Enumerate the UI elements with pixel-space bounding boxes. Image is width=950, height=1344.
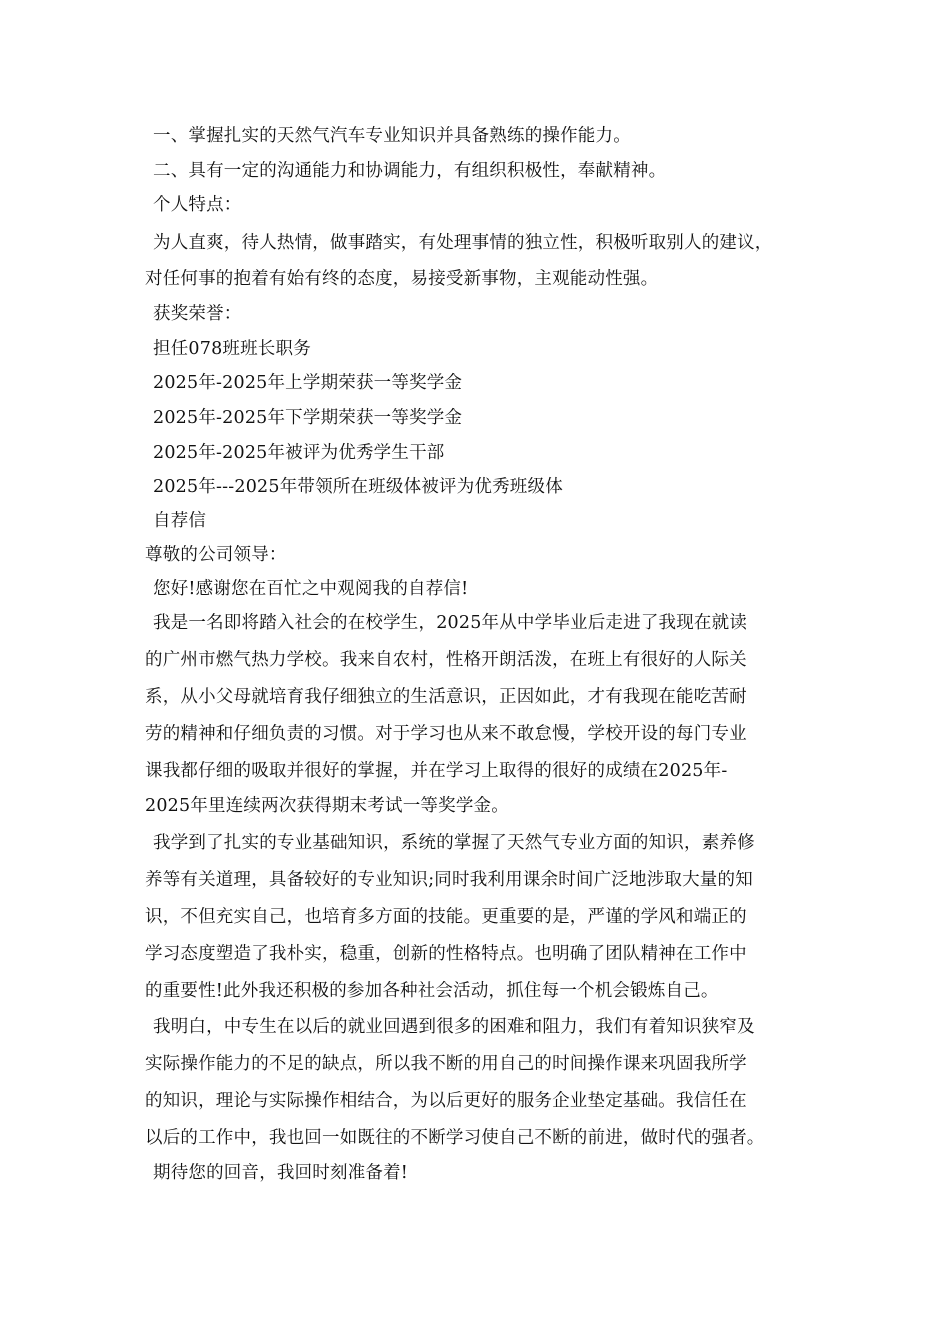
ability-line-1: 一、掌握扎实的天然气汽车专业知识并具备熟练的操作能力。 (153, 126, 631, 146)
traits-line-2: 对任何事的抱着有始有终的态度，易接受新事物，主观能动性强。 (145, 269, 659, 289)
letter-title: 自荐信 (153, 511, 207, 531)
award-item-4: 2025年-2025年被评为优秀学生干部 (153, 443, 445, 463)
paragraph3-line-4: 以后的工作中，我也回一如既往的不断学习使自己不断的前进，做时代的强者。 (145, 1128, 765, 1148)
paragraph2-line-3: 识，不但充实自己，也培育多方面的技能。更重要的是，严谨的学风和端正的 (145, 907, 747, 927)
paragraph3-line-1: 我明白，中专生在以后的就业回遇到很多的困难和阻力，我们有着知识狭窄及 (153, 1017, 755, 1037)
award-item-5: 2025年---2025年带领所在班级体被评为优秀班级体 (153, 477, 563, 497)
awards-heading: 获奖荣誉： (153, 304, 242, 324)
paragraph1-line-1: 我是一名即将踏入社会的在校学生，2025年从中学毕业后走进了我现在就读 (153, 613, 748, 633)
paragraph2-line-1: 我学到了扎实的专业基础知识，系统的掌握了天然气专业方面的知识，素养修 (153, 833, 755, 853)
paragraph1-line-3: 系，从小父母就培育我仔细独立的生活意识，正因如此，才有我现在能吃苦耐 (145, 687, 747, 707)
paragraph3-line-2: 实际操作能力的不足的缺点，所以我不断的用自己的时间操作课来巩固我所学 (145, 1054, 747, 1074)
paragraph2-line-2: 养等有关道理，具备较好的专业知识;同时我利用课余时间广泛地涉取大量的知 (145, 870, 753, 890)
greeting: 您好!感谢您在百忙之中观阅我的自荐信! (153, 579, 469, 599)
salutation: 尊敬的公司领导： (145, 545, 287, 565)
traits-heading: 个人特点： (153, 195, 242, 215)
award-item-1: 担任078班班长职务 (153, 339, 311, 359)
traits-line-1: 为人直爽，待人热情，做事踏实，有处理事情的独立性，积极听取别人的建议， (153, 233, 773, 253)
paragraph1-line-5: 课我都仔细的吸取并很好的掌握，并在学习上取得的很好的成绩在2025年- (145, 761, 728, 781)
paragraph1-line-2: 的广州市燃气热力学校。我来自农村，性格开朗活泼，在班上有很好的人际关 (145, 650, 747, 670)
paragraph2-line-4: 学习态度塑造了我朴实，稳重，创新的性格特点。也明确了团队精神在工作中 (145, 944, 747, 964)
closing: 期待您的回音，我回时刻准备着! (153, 1163, 409, 1183)
award-item-3: 2025年-2025年下学期荣获一等奖学金 (153, 408, 463, 428)
award-item-2: 2025年-2025年上学期荣获一等奖学金 (153, 373, 463, 393)
paragraph3-line-3: 的知识，理论与实际操作相结合，为以后更好的服务企业垫定基础。我信任在 (145, 1091, 747, 1111)
ability-line-2: 二、具有一定的沟通能力和协调能力，有组织积极性，奉献精神。 (153, 161, 667, 181)
paragraph1-line-4: 劳的精神和仔细负责的习惯。对于学习也从来不敢怠慢，学校开设的每门专业 (145, 724, 747, 744)
paragraph2-line-5: 的重要性!此外我还积极的参加各种社会活动，抓住每一个机会锻炼自己。 (145, 981, 719, 1001)
paragraph1-line-6: 2025年里连续两次获得期末考试一等奖学金。 (145, 796, 509, 816)
